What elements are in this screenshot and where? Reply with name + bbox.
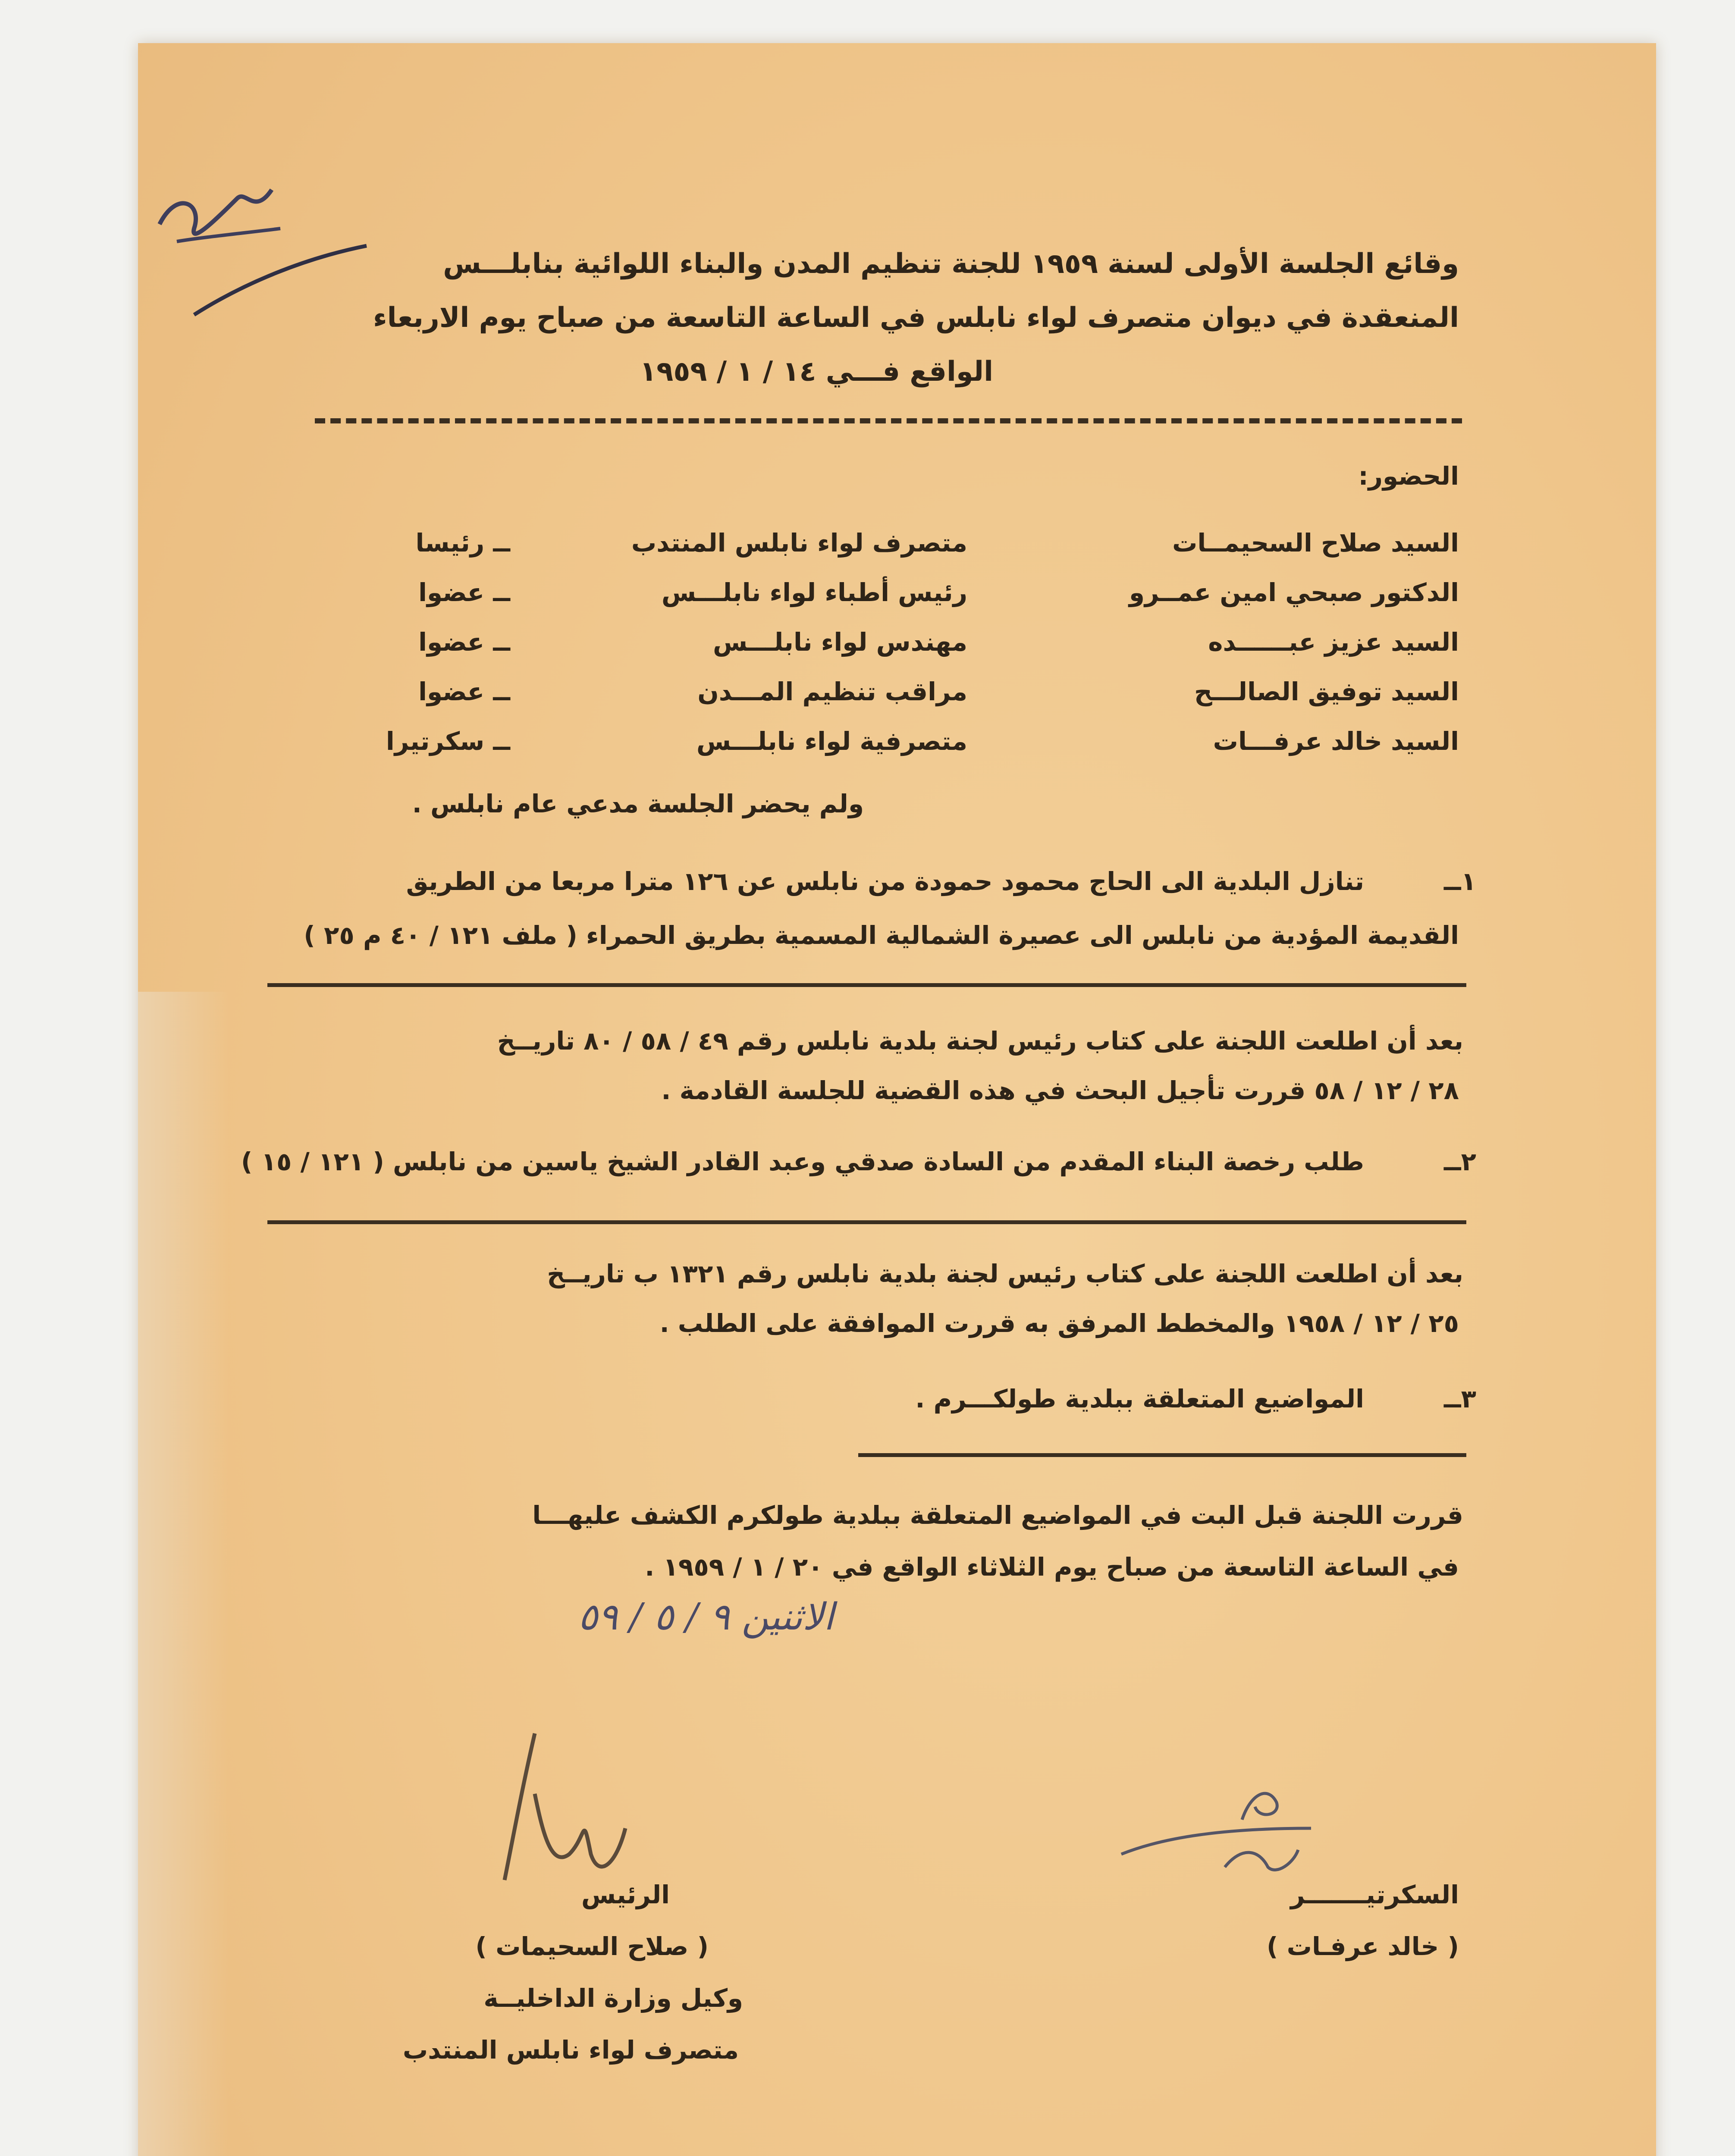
secretary-signature xyxy=(1113,1768,1320,1880)
item-decision: قررت اللجنة قبل البت في المواضيع المتعلقة ببلدية طولكرم الكشف عليهـــا xyxy=(532,1501,1463,1530)
item-decision: ٢٨ / ١٢ / ٥٨ قررت تأجيل البحث في هذه القضية للجلسة القادمة . xyxy=(661,1076,1459,1105)
member-name: السيد خالد عرفـــات xyxy=(1213,727,1459,756)
item-text: طلب رخصة البناء المقدم من السادة صدقي وعبد القادر الشيخ ياسين من نابلس ( ١٢١ / ١٥ ) xyxy=(241,1147,1364,1176)
chairman-title: وكيل وزارة الداخليــة xyxy=(483,1984,743,2013)
member-name: السيد توفيق الصالـــح xyxy=(1194,677,1459,706)
item-text: المواضيع المتعلقة ببلدية طولكـــرم . xyxy=(915,1384,1364,1413)
chairman-title: متصرف لواء نابلس المنتدب xyxy=(402,2035,739,2065)
chairman-label: الرئيس xyxy=(581,1880,670,1909)
member-title: رئيس أطباء لواء نابلـــس xyxy=(661,578,967,607)
member-role: ــ عضوا xyxy=(418,677,510,706)
absent-note: ولم يحضر الجلسة مدعي عام نابلس . xyxy=(412,789,864,818)
item-number: ١ــ xyxy=(1443,867,1476,896)
item-decision: ٢٥ / ١٢ / ١٩٥٨ والمخطط المرفق به قررت الموافقة على الطلب . xyxy=(659,1309,1459,1338)
item-number: ٢ــ xyxy=(1443,1147,1476,1176)
chairman-signature xyxy=(479,1725,634,1889)
secretary-name: ( خالد عرفـات ) xyxy=(1266,1932,1459,1961)
member-role: ــ سكرتيرا xyxy=(386,727,510,756)
member-role: ــ رئيسا xyxy=(415,528,510,558)
attendance-heading: الحضور: xyxy=(1358,461,1459,491)
header-line-1: وقائع الجلسة الأولى لسنة ١٩٥٩ للجنة تنظيم المدن والبناء اللوائية بنابلـــس xyxy=(443,248,1459,280)
handwritten-stroke xyxy=(190,241,371,319)
item-decision: بعد أن اطلعت اللجنة على كتاب رئيس لجنة بلدية نابلس رقم ٤٩ / ٥٨ / ٨٠ تاريــخ xyxy=(497,1026,1463,1056)
item-text: تنازل البلدية الى الحاج محمود حمودة من نابلس عن ١٢٦ مترا مربعا من الطريق xyxy=(406,867,1364,896)
item-decision: في الساعة التاسعة من صباح يوم الثلاثاء الواقع في ٢٠ / ١ / ١٩٥٩ . xyxy=(645,1552,1459,1582)
header-line-3: الواقع فـــي ١٤ / ١ / ١٩٥٩ xyxy=(640,356,993,388)
item-divider xyxy=(858,1453,1466,1457)
member-title: مراقب تنظيم المـــدن xyxy=(697,677,967,706)
item-text: القديمة المؤدية من نابلس الى عصيرة الشمالية المسمية بطريق الحمراء ( ملف ١٢١ / ٤٠ م ٢٥ ) xyxy=(304,921,1459,950)
member-title: متصرفية لواء نابلـــس xyxy=(696,727,967,756)
item-number: ٣ــ xyxy=(1443,1384,1476,1413)
header-line-2: المنعقدة في ديوان متصرف لواء نابلس في الساعة التاسعة من صباح يوم الاربعاء xyxy=(373,302,1459,334)
member-title: متصرف لواء نابلس المنتدب xyxy=(631,528,967,558)
paper-stain-left xyxy=(138,992,229,2156)
item-divider xyxy=(267,1220,1466,1224)
member-name: السيد صلاح السحيمــات xyxy=(1172,528,1459,558)
chairman-name: ( صلاح السحيمات ) xyxy=(475,1932,709,1961)
secretary-label: السكرتيـــــــر xyxy=(1290,1880,1459,1909)
handwritten-date: الاثنين ٩ / ٥ / ٥٩ xyxy=(578,1595,834,1639)
member-role: ــ عضوا xyxy=(418,578,510,607)
item-decision: بعد أن اطلعت اللجنة على كتاب رئيس لجنة بلدية نابلس رقم ١٣٢١ ب تاريــخ xyxy=(547,1259,1463,1288)
member-role: ــ عضوا xyxy=(418,627,510,657)
member-name: السيد عزيز عبــــــده xyxy=(1208,627,1459,657)
member-name: الدكتور صبحي امين عمــرو xyxy=(1129,578,1459,607)
item-divider xyxy=(267,983,1466,987)
header-divider xyxy=(315,418,1462,423)
member-title: مهندس لواء نابلـــس xyxy=(713,627,967,657)
